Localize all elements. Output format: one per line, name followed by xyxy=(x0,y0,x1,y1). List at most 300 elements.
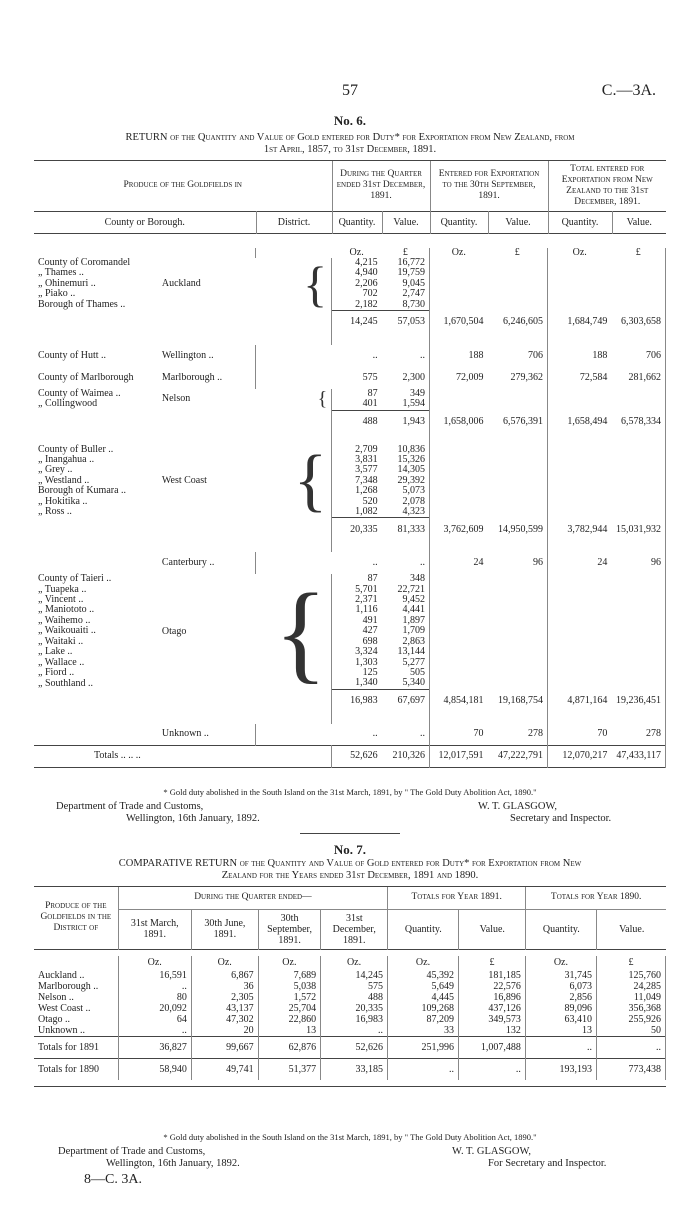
cell xyxy=(34,434,158,444)
subtotal-cell: 15,031,932 xyxy=(611,518,665,542)
value-cell: 20,092 xyxy=(118,1003,191,1014)
cell xyxy=(547,300,611,311)
spacer-row xyxy=(34,434,666,444)
totals-cell: 62,876 xyxy=(258,1036,321,1058)
cell xyxy=(488,486,548,496)
county-name: „ Ohinemuri .. xyxy=(38,277,96,289)
cell xyxy=(488,585,548,595)
value-cell: 1,709 xyxy=(382,626,430,636)
unit-label: £ xyxy=(596,956,665,970)
table-row xyxy=(34,970,666,981)
value-cell: 4,323 xyxy=(382,507,430,518)
county-name: „ Waihemo .. xyxy=(38,614,91,626)
quantity-cell: 1,340 xyxy=(355,677,378,689)
unit-label: Oz. xyxy=(525,956,596,970)
value-cell: 5,038 xyxy=(258,981,321,992)
totals-cell: 36,827 xyxy=(118,1036,191,1058)
cell xyxy=(547,268,611,278)
county-name: „ Thames .. xyxy=(38,267,84,279)
unit-label: £ xyxy=(611,248,665,258)
cell xyxy=(488,300,548,311)
table6-signature-dept: Department of Trade and Customs, xyxy=(56,801,204,812)
cell xyxy=(488,595,548,605)
unit-label: £ xyxy=(459,956,526,970)
value-cell: 1,897 xyxy=(382,616,430,626)
table6-title-line2: 1st April, 1857, to 31st December, 1891. xyxy=(263,144,437,155)
unit-label: Oz. xyxy=(191,956,258,970)
totals-cell: 47,433,117 xyxy=(611,746,665,768)
cell xyxy=(430,300,488,311)
cell xyxy=(547,497,611,507)
cell xyxy=(547,389,611,399)
unit-label: Oz. xyxy=(258,956,321,970)
value-cell: 10,836 xyxy=(382,445,430,455)
district-name: Marlborough .. xyxy=(158,367,256,389)
value-cell: 20 xyxy=(191,1025,258,1037)
value-cell: 2,747 xyxy=(382,289,430,299)
cell xyxy=(547,616,611,626)
cell xyxy=(547,713,611,723)
cell xyxy=(430,713,488,723)
subtotal-cell: 6,303,658 xyxy=(611,310,665,334)
cell xyxy=(158,542,256,552)
value-cell: 706 xyxy=(611,345,665,367)
totals-cell: .. xyxy=(596,1036,665,1058)
county-name: County of Hutt .. xyxy=(38,349,107,361)
quantity-cell: 520 xyxy=(362,495,378,507)
signature-mark: 8—C. 3A. xyxy=(84,1172,142,1187)
subtotal-row xyxy=(34,310,666,334)
cell xyxy=(158,334,256,344)
subtotal-cell: 4,871,164 xyxy=(567,695,608,707)
district-name: Marlborough .. xyxy=(34,981,118,992)
brace-mark: { xyxy=(256,389,332,410)
spacer-row xyxy=(34,713,666,723)
cell xyxy=(611,574,665,584)
value-cell: 70 xyxy=(473,728,484,740)
quantity-cell: 2,206 xyxy=(355,277,378,289)
value-cell: 437,126 xyxy=(459,1003,526,1014)
cell xyxy=(256,724,332,746)
cell xyxy=(488,455,548,465)
district-name: West Coast xyxy=(161,475,207,486)
table-row xyxy=(34,465,666,475)
cell xyxy=(430,476,488,486)
col-header: County or Borough. xyxy=(34,211,256,233)
subtotal-cell: 19,168,754 xyxy=(488,689,548,713)
cell xyxy=(488,289,548,299)
value-cell: 6,867 xyxy=(191,970,258,981)
col-header: Quantity. xyxy=(332,211,382,233)
totals-label: Totals for 1890 xyxy=(34,1058,118,1080)
value-cell: .. xyxy=(372,349,378,361)
value-cell: 181,185 xyxy=(459,970,526,981)
quantity-cell: 427 xyxy=(362,625,378,637)
district-name: Nelson .. xyxy=(34,992,118,1003)
cell xyxy=(547,334,611,344)
county-name: „ Lake .. xyxy=(38,646,73,658)
value-cell: 2,300 xyxy=(382,367,430,389)
subtotal-row xyxy=(34,689,666,713)
county-name: County of Marlborough xyxy=(38,371,134,383)
cell xyxy=(547,465,611,475)
cell xyxy=(488,713,548,723)
value-cell: 24 xyxy=(473,557,484,569)
value-cell: 13,144 xyxy=(382,647,430,657)
cell xyxy=(430,626,488,636)
cell xyxy=(430,445,488,455)
value-cell: 356,368 xyxy=(596,1003,665,1014)
value-cell: 25,704 xyxy=(258,1003,321,1014)
subtotal-cell: 1,658,494 xyxy=(567,415,608,427)
units-row xyxy=(34,956,666,970)
totals-cell: 12,070,217 xyxy=(562,750,608,762)
quantity-cell: 4,940 xyxy=(355,267,378,279)
value-cell: 5,649 xyxy=(387,981,458,992)
totals-cell: 47,222,791 xyxy=(488,746,548,768)
value-cell: 5,073 xyxy=(382,486,430,496)
totals-cell: 49,741 xyxy=(191,1058,258,1080)
table-row xyxy=(34,668,666,678)
quantity-cell: 3,831 xyxy=(355,453,378,465)
value-cell: 188 xyxy=(468,349,484,361)
cell xyxy=(611,713,665,723)
cell xyxy=(430,289,488,299)
cell xyxy=(611,626,665,636)
totals-cell: 210,326 xyxy=(382,746,430,768)
cell xyxy=(488,476,548,486)
value-cell: 188 xyxy=(592,349,608,361)
cell xyxy=(547,289,611,299)
quantity-cell: 125 xyxy=(362,666,378,678)
table6-title-line1: RETURN of the Quantity and Value of Gold entered for Duty* for Exportation from New Zealand, from xyxy=(125,132,575,143)
table6-number: No. 6. xyxy=(333,113,367,128)
cell xyxy=(611,616,665,626)
table-row xyxy=(34,616,666,626)
cell xyxy=(430,658,488,668)
cell xyxy=(430,678,488,689)
subtotal-cell: 1,943 xyxy=(382,410,430,434)
value-cell: 279,362 xyxy=(488,367,548,389)
unit-label: Oz. xyxy=(118,956,191,970)
value-cell: 29,392 xyxy=(382,476,430,486)
value-cell: .. xyxy=(372,728,378,740)
table-row xyxy=(34,574,666,584)
cell xyxy=(256,689,332,713)
totals-row xyxy=(34,746,666,768)
col-group-produce: Produce of the Goldfields in xyxy=(34,161,332,211)
col-header: Quantity. xyxy=(430,211,488,233)
cell xyxy=(256,345,332,367)
table-row xyxy=(34,300,666,311)
cell xyxy=(611,300,665,311)
value-cell: .. xyxy=(118,981,191,992)
totals-cell: 193,193 xyxy=(525,1058,596,1080)
cell xyxy=(547,678,611,689)
quantity-cell: 4,215 xyxy=(355,256,378,268)
cell xyxy=(547,399,611,410)
quantity-cell: 702 xyxy=(362,288,378,300)
subtotal-cell: 19,236,451 xyxy=(611,689,665,713)
district-name: Otago xyxy=(161,625,187,637)
cell xyxy=(158,713,256,723)
subtotal-cell: 6,578,334 xyxy=(611,410,665,434)
cell xyxy=(382,334,430,344)
subtotal-cell: 81,333 xyxy=(382,518,430,542)
cell xyxy=(430,507,488,518)
cell xyxy=(34,713,158,723)
value-cell: 22,721 xyxy=(382,585,430,595)
cell xyxy=(382,434,430,444)
value-cell: 20,335 xyxy=(321,1003,388,1014)
cell xyxy=(547,574,611,584)
table-row xyxy=(34,1025,666,1037)
totals-cell: 51,377 xyxy=(258,1058,321,1080)
value-cell: 706 xyxy=(488,345,548,367)
col-group-produce: Produce of the Goldfields in the District of xyxy=(34,887,118,949)
cell xyxy=(488,678,548,689)
cell xyxy=(611,258,665,268)
quantity-cell: 3,324 xyxy=(355,646,378,658)
subtotal-cell: 16,983 xyxy=(332,689,382,713)
cell xyxy=(611,507,665,518)
unit-label: Oz. xyxy=(451,246,466,258)
value-cell: 13 xyxy=(258,1025,321,1037)
value-cell: 2,078 xyxy=(382,497,430,507)
totals-cell: .. xyxy=(525,1036,596,1058)
district-name: Canterbury .. xyxy=(158,552,256,574)
county-name: „ Wallace .. xyxy=(38,656,85,668)
table-row xyxy=(34,445,666,455)
col-header: Quantity. xyxy=(526,909,597,949)
cell xyxy=(611,445,665,455)
totals-cell: 52,626 xyxy=(350,750,378,762)
table-row xyxy=(34,389,666,399)
brace-mark: { xyxy=(256,574,332,689)
table-row xyxy=(34,658,666,668)
cell xyxy=(547,486,611,496)
unit-label: Oz. xyxy=(572,246,587,258)
value-cell: 36 xyxy=(191,981,258,992)
county-name: „ Hokitika .. xyxy=(38,495,88,507)
table-row xyxy=(34,399,666,410)
subtotal-cell: 3,782,944 xyxy=(567,523,608,535)
value-cell: 348 xyxy=(382,574,430,584)
cell xyxy=(547,595,611,605)
cell xyxy=(430,465,488,475)
col-group-entered: Entered for Exportation to the 30th September, 1891. xyxy=(430,161,548,211)
quantity-cell: 5,701 xyxy=(355,583,378,595)
cell xyxy=(547,605,611,615)
col-header: Value. xyxy=(382,211,430,233)
subtotal-row xyxy=(34,518,666,542)
cell xyxy=(430,279,488,289)
value-cell: 16,772 xyxy=(382,258,430,268)
value-cell: 43,137 xyxy=(191,1003,258,1014)
value-cell: 22,576 xyxy=(459,981,526,992)
county-name: „ Tuapeka .. xyxy=(38,583,87,595)
table-row xyxy=(34,289,666,299)
cell xyxy=(488,658,548,668)
cell xyxy=(611,585,665,595)
cell xyxy=(611,637,665,647)
col-header: 31st March, 1891. xyxy=(118,909,191,949)
table7-signature-title: For Secretary and Inspector. xyxy=(488,1158,607,1169)
col-header: 30th June, 1891. xyxy=(191,909,258,949)
county-name: „ Westland .. xyxy=(38,474,90,486)
cell xyxy=(34,410,158,434)
table7-signature-name: W. T. GLASGOW, xyxy=(452,1146,532,1157)
col-group-quarter: During the Quarter ended— xyxy=(118,887,388,909)
table7-body xyxy=(34,956,666,1081)
county-name: „ Grey .. xyxy=(38,464,73,476)
cell xyxy=(430,605,488,615)
value-cell: 278 xyxy=(488,724,548,746)
value-cell: 2,856 xyxy=(525,992,596,1003)
table6 xyxy=(34,160,666,768)
value-cell: 64 xyxy=(118,1014,191,1025)
totals-cell: .. xyxy=(459,1058,526,1080)
value-cell: 575 xyxy=(321,981,388,992)
value-cell: 14,305 xyxy=(382,465,430,475)
county-name: Borough of Kumara .. xyxy=(38,485,127,497)
cell xyxy=(547,258,611,268)
cell xyxy=(611,279,665,289)
county-name: „ Fiord .. xyxy=(38,666,75,678)
subtotal-cell: 14,950,599 xyxy=(488,518,548,542)
cell xyxy=(430,497,488,507)
table-row xyxy=(34,724,666,746)
table-row xyxy=(34,637,666,647)
value-cell: 9,045 xyxy=(382,279,430,289)
cell xyxy=(430,637,488,647)
value-cell: 281,662 xyxy=(611,367,665,389)
cell xyxy=(158,310,256,334)
cell xyxy=(547,455,611,465)
value-cell: 72,584 xyxy=(579,371,608,383)
cell xyxy=(430,399,488,410)
table6-footnote: * Gold duty abolished in the South Island on the 31st March, 1891, by " The Gold Duty Abolition Act, 1890." xyxy=(163,787,537,797)
cell xyxy=(547,445,611,455)
quantity-cell: 3,577 xyxy=(355,464,378,476)
cell xyxy=(611,542,665,552)
value-cell: 5,277 xyxy=(382,658,430,668)
subtotal-cell: 57,053 xyxy=(382,310,430,334)
totals-label: Totals for 1891 xyxy=(34,1036,118,1058)
cell xyxy=(547,279,611,289)
cell xyxy=(488,497,548,507)
table-row xyxy=(34,367,666,389)
cell xyxy=(488,647,548,657)
value-cell: 1,572 xyxy=(258,992,321,1003)
col-header: 31st December, 1891. xyxy=(321,909,388,949)
cell xyxy=(547,658,611,668)
cell xyxy=(256,713,332,723)
col-group-quarter: During the Quarter ended 31st December, 1891. xyxy=(332,161,430,211)
cell xyxy=(611,455,665,465)
cell xyxy=(430,434,488,444)
subtotal-cell: 67,697 xyxy=(382,689,430,713)
cell xyxy=(158,248,256,258)
table-row xyxy=(34,552,666,574)
cell xyxy=(611,595,665,605)
cell xyxy=(611,476,665,486)
totals-cell: 773,438 xyxy=(596,1058,665,1080)
cell xyxy=(430,455,488,465)
table7-number: No. 7. xyxy=(333,842,367,857)
value-cell: .. xyxy=(118,1025,191,1037)
cell xyxy=(430,486,488,496)
county-name: „ Piako .. xyxy=(38,288,76,300)
cell xyxy=(611,289,665,299)
cell xyxy=(332,542,382,552)
county-name xyxy=(34,724,158,746)
cell xyxy=(547,585,611,595)
table-row xyxy=(34,647,666,657)
value-cell: 5,340 xyxy=(382,678,430,689)
table-row xyxy=(34,992,666,1003)
brace-mark: { xyxy=(256,258,332,311)
cell xyxy=(430,389,488,399)
cell xyxy=(256,542,332,552)
value-cell: 45,392 xyxy=(387,970,458,981)
county-name: County of Waimea .. xyxy=(38,387,121,399)
cell xyxy=(488,445,548,455)
value-cell: 1,594 xyxy=(382,399,430,410)
district-name: West Coast .. xyxy=(34,1003,118,1014)
cell xyxy=(488,389,548,399)
unit-label: £ xyxy=(382,248,430,258)
spacer-row xyxy=(34,334,666,344)
county-name: „ Collingwood xyxy=(38,398,98,410)
totals-cell: 251,996 xyxy=(387,1036,458,1058)
value-cell: 70 xyxy=(597,728,608,740)
cell xyxy=(611,668,665,678)
cell xyxy=(34,542,158,552)
value-cell: 31,745 xyxy=(525,970,596,981)
cell xyxy=(382,713,430,723)
table-row xyxy=(34,268,666,278)
quantity-cell: 2,182 xyxy=(355,298,378,310)
cell xyxy=(611,465,665,475)
value-cell: 255,926 xyxy=(596,1014,665,1025)
cell xyxy=(256,310,332,334)
value-cell: 278 xyxy=(611,724,665,746)
cell xyxy=(488,334,548,344)
value-cell: 488 xyxy=(321,992,388,1003)
totals-cell: 99,667 xyxy=(191,1036,258,1058)
table6-body xyxy=(34,248,666,769)
totals-cell: 58,940 xyxy=(118,1058,191,1080)
quantity-cell: 1,303 xyxy=(355,656,378,668)
cell xyxy=(158,410,256,434)
subtotal-cell: 4,854,181 xyxy=(443,695,484,707)
totals-1891-row xyxy=(34,1036,666,1058)
value-cell: .. xyxy=(382,345,430,367)
cell xyxy=(488,542,548,552)
cell xyxy=(547,637,611,647)
table7 xyxy=(34,886,666,1087)
subtotal-cell: 1,658,006 xyxy=(443,415,484,427)
value-cell: 80 xyxy=(118,992,191,1003)
subtotal-cell: 20,335 xyxy=(332,518,382,542)
value-cell: 4,445 xyxy=(387,992,458,1003)
cell xyxy=(256,367,332,389)
table7-footnote: * Gold duty abolished in the South Island on the 31st March, 1891, by " The Gold Duty Abolition Act, 1890." xyxy=(163,1132,537,1142)
cell xyxy=(430,542,488,552)
subtotal-cell: 1,670,504 xyxy=(443,316,484,328)
document-reference: C.—3A. xyxy=(601,82,656,99)
